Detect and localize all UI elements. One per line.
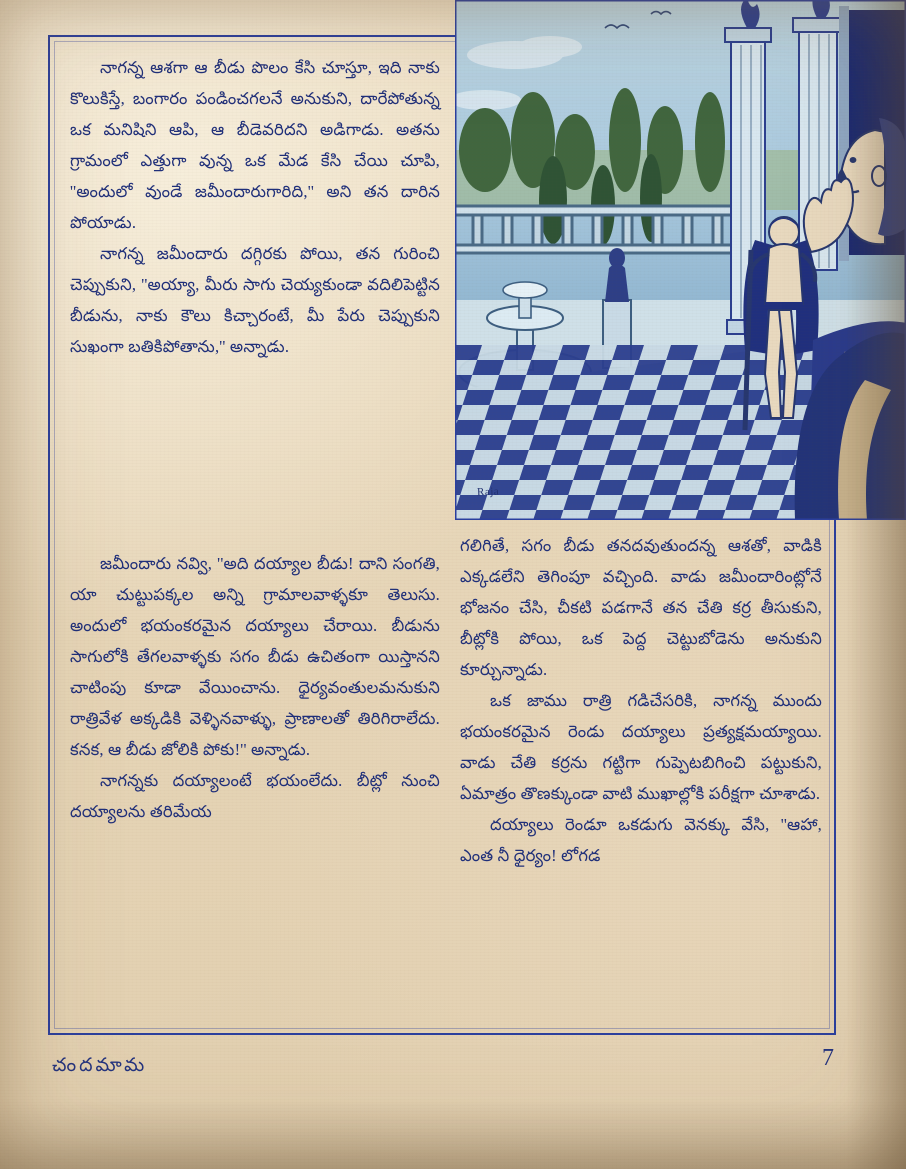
paragraph: గలిగితే, సగం బీడు తనదవుతుందన్న ఆశతో, వాడికి ఎక్కడలేని తెగింపూ వచ్చింది. వాడు జమీందారింట్లోనే భోజనం చేసి, చీకటి పడగానే తన చేతి కర్ర తీసుకుని, బీట్లోకి పోయి, ఒక పెద్ద చెట్టుబోడెను అనుకుని కూర్చున్నాడు. [460, 536, 822, 679]
artist-signature: Raja [476, 485, 500, 499]
page-number: 7 [822, 1045, 834, 1071]
palace-courtyard-illustration [455, 0, 906, 520]
paragraph: నాగన్న జమీందారు దగ్గిరకు పోయి, తన గురించి చెప్పుకుని, ''అయ్యా, మీరు సాగు చెయ్యకుండా వదిలిపెట్టిన బీడును, నాకు కౌలు కిచ్చారంటే, మీ పేరు చెప్పుకుని సుఖంగా బతికిపోతాను,'' అన్నాడు. [70, 244, 440, 356]
paragraph: జమీందారు నవ్వి, ''అది దయ్యాల బీడు! దాని సంగతి, యా చుట్టుపక్కల అన్ని గ్రామాలవాళ్ళకూ తెలుసు. అందులో భయంకరమైన దయ్యాలు చేరాయి. బీడును సాగులోకి తేగలవాళ్ళకు సగం బీడు ఉచితంగా యిస్తానని చాటింపు కూడా వేయించాను. ధైర్యవంతులమనుకుని రాత్రివేళ అక్కడికి వెళ్ళినవాళ్ళు, ప్రాణాలతో తిరిగిరాలేదు. కనక, ఆ బీడు జోలికి పోకు!'' అన్నాడు. [70, 554, 440, 759]
magazine-name-footer: చందమామ [52, 1055, 148, 1076]
column-bottom-right [460, 530, 822, 871]
paragraph: నాగన్నకు దయ్యాలంటే భయంలేదు. బీట్లో నుంచి దయ్యాలను తరిమేయ [70, 771, 440, 821]
column-bottom-left [70, 548, 440, 827]
paragraph: నాగన్న ఆశగా ఆ బీడు పొలం కేసి చూస్తూ, ఇది నాకు కొలుకిస్తే, బంగారం పండించగలనే అనుకుని, దారేపోతున్న ఒక మనిషిని ఆపి, ఆ బీడెవరిదని అడిగాడు. అతను గ్రామంలో ఎత్తుగా వున్న ఒక మేడ కేసి చేయి చూపి, ''అందులో వుండే జమీందారుగారిది,'' అని తన దారిన పోయాడు. [70, 58, 440, 232]
illustration-artwork [455, 0, 906, 520]
bottom-edge-shadow [0, 1099, 906, 1169]
paragraph: దయ్యాలు రెండూ ఒకడుగు వెనక్కు వేసి, ''ఆహా, ఎంత నీ ధైర్యం! లోగడ [460, 815, 822, 865]
paragraph: ఒక జాము రాత్రి గడిచేసరికి, నాగన్న ముందు భయంకరమైన రెండు దయ్యాలు ప్రత్యక్షమయ్యాయి. వాడు చేతి కర్రను గట్టిగా గుప్పెటబిగించి పట్టుకుని, ఏమాత్రం తొణక్కుండా వాటి ముఖాల్లోకి పరీక్షగా చూశాడు. [460, 691, 822, 803]
column-top-left [70, 52, 440, 362]
